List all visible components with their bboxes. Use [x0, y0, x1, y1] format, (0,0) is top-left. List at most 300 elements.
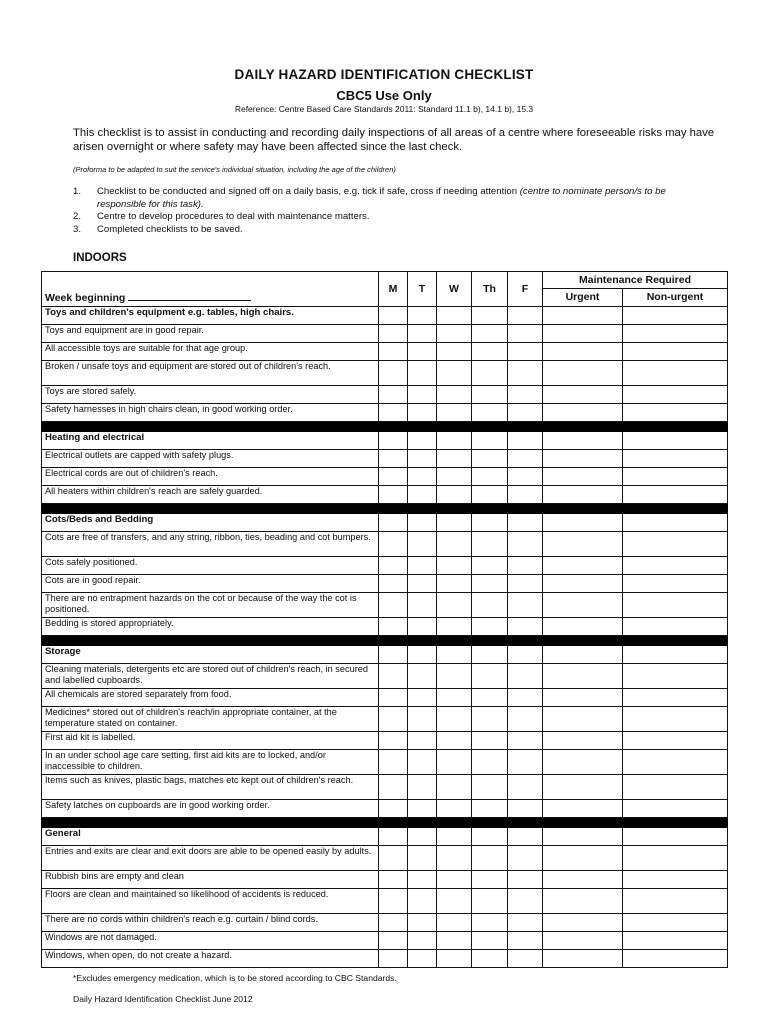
check-cell-friday[interactable] [508, 646, 543, 664]
check-cell-tuesday[interactable] [408, 646, 437, 664]
non-urgent-cell[interactable] [623, 486, 728, 504]
check-cell-thursday[interactable] [472, 557, 508, 575]
check-cell-monday[interactable] [379, 871, 408, 889]
check-cell-monday[interactable] [379, 593, 408, 618]
check-cell-monday[interactable] [379, 750, 408, 775]
intro-paragraph: This checklist is to assist in conducting and recording daily inspections of all areas of a centre where foreseeable risks may have arisen overnight or where safety may have been affected since the last check. [73, 127, 715, 153]
checklist-row [42, 775, 728, 800]
non-urgent-cell[interactable] [623, 689, 728, 707]
checklist-item-label: Floors are clean and maintained so likelihood of accidents is reduced. [42, 889, 379, 914]
check-cell-thursday[interactable] [472, 775, 508, 800]
check-cell-thursday[interactable] [472, 846, 508, 871]
check-cell-wednesday[interactable] [437, 386, 472, 404]
checklist-item-label: Broken / unsafe toys and equipment are stored out of children's reach. [42, 361, 379, 386]
check-cell-wednesday[interactable] [437, 325, 472, 343]
check-cell-tuesday[interactable] [408, 889, 437, 914]
checklist-row [42, 325, 728, 343]
check-cell-wednesday[interactable] [437, 450, 472, 468]
check-cell-friday[interactable] [508, 950, 543, 968]
check-cell-friday[interactable] [508, 532, 543, 557]
checklist-row [42, 593, 728, 618]
check-cell-wednesday[interactable] [437, 575, 472, 593]
check-cell-monday[interactable] [379, 468, 408, 486]
checklist-item-label: There are no entrapment hazards on the cot or because of the way the cot is positioned. [42, 593, 379, 618]
check-cell-thursday[interactable] [472, 950, 508, 968]
day-header-friday: F [508, 272, 543, 307]
urgent-cell[interactable] [543, 932, 623, 950]
check-cell-tuesday[interactable] [408, 557, 437, 575]
check-cell-tuesday[interactable] [408, 361, 437, 386]
section-heading-indoors: INDOORS [73, 252, 127, 264]
urgent-cell[interactable] [543, 618, 623, 636]
instruction-list [73, 186, 713, 236]
checklist-row [42, 932, 728, 950]
check-cell-friday[interactable] [508, 689, 543, 707]
check-cell-thursday[interactable] [472, 307, 508, 325]
urgent-cell[interactable] [543, 846, 623, 871]
checklist-row [42, 846, 728, 871]
urgent-cell[interactable] [543, 689, 623, 707]
non-urgent-cell[interactable] [623, 361, 728, 386]
checklist-row [42, 871, 728, 889]
instruction-item [73, 211, 713, 224]
check-cell-wednesday[interactable] [437, 932, 472, 950]
checklist-row [42, 950, 728, 968]
check-cell-monday[interactable] [379, 361, 408, 386]
category-label: Toys and children's equipment e.g. tables, high chairs. [42, 307, 379, 325]
check-cell-thursday[interactable] [472, 689, 508, 707]
non-urgent-cell[interactable] [623, 707, 728, 732]
check-cell-wednesday[interactable] [437, 914, 472, 932]
checklist-item-label: Safety harnesses in high chairs clean, in good working order. [42, 404, 379, 422]
check-cell-wednesday[interactable] [437, 618, 472, 636]
check-cell-tuesday[interactable] [408, 664, 437, 689]
check-cell-tuesday[interactable] [408, 468, 437, 486]
checklist-row [42, 404, 728, 422]
section-divider [42, 504, 728, 514]
checklist-item-label: In an under school age care setting, first aid kits are to locked, and/or inaccessible to children. [42, 750, 379, 775]
instruction-number: 2. [73, 211, 82, 222]
check-cell-friday[interactable] [508, 732, 543, 750]
check-cell-friday[interactable] [508, 486, 543, 504]
check-cell-friday[interactable] [508, 575, 543, 593]
check-cell-wednesday[interactable] [437, 732, 472, 750]
urgent-header: Urgent [543, 289, 623, 307]
category-label: General [42, 828, 379, 846]
check-cell-tuesday[interactable] [408, 914, 437, 932]
section-divider-bar [42, 504, 728, 514]
check-cell-friday[interactable] [508, 914, 543, 932]
check-cell-thursday[interactable] [472, 732, 508, 750]
check-cell-monday[interactable] [379, 514, 408, 532]
checklist-item-label: Cleaning materials, detergents etc are stored out of children's reach, in secured and labelled cupboards. [42, 664, 379, 689]
check-cell-monday[interactable] [379, 889, 408, 914]
week-beginning-blank[interactable] [128, 291, 251, 301]
checklist-row [42, 750, 728, 775]
day-header-wednesday: W [437, 272, 472, 307]
category-label: Heating and electrical [42, 432, 379, 450]
non-urgent-cell[interactable] [623, 514, 728, 532]
urgent-cell[interactable] [543, 889, 623, 914]
check-cell-friday[interactable] [508, 828, 543, 846]
check-cell-thursday[interactable] [472, 404, 508, 422]
urgent-cell[interactable] [543, 775, 623, 800]
check-cell-tuesday[interactable] [408, 775, 437, 800]
urgent-cell[interactable] [543, 871, 623, 889]
check-cell-tuesday[interactable] [408, 828, 437, 846]
non-urgent-cell[interactable] [623, 800, 728, 818]
check-cell-wednesday[interactable] [437, 307, 472, 325]
check-cell-friday[interactable] [508, 325, 543, 343]
urgent-cell[interactable] [543, 432, 623, 450]
check-cell-thursday[interactable] [472, 914, 508, 932]
check-cell-thursday[interactable] [472, 889, 508, 914]
check-cell-friday[interactable] [508, 450, 543, 468]
check-cell-friday[interactable] [508, 664, 543, 689]
check-cell-wednesday[interactable] [437, 486, 472, 504]
check-cell-monday[interactable] [379, 404, 408, 422]
urgent-cell[interactable] [543, 386, 623, 404]
check-cell-wednesday[interactable] [437, 750, 472, 775]
instruction-number: 1. [73, 186, 82, 197]
check-cell-tuesday[interactable] [408, 325, 437, 343]
check-cell-friday[interactable] [508, 750, 543, 775]
check-cell-monday[interactable] [379, 846, 408, 871]
urgent-cell[interactable] [543, 486, 623, 504]
non-urgent-cell[interactable] [623, 307, 728, 325]
urgent-cell[interactable] [543, 361, 623, 386]
non-urgent-cell[interactable] [623, 950, 728, 968]
check-cell-friday[interactable] [508, 432, 543, 450]
check-cell-friday[interactable] [508, 468, 543, 486]
check-cell-tuesday[interactable] [408, 404, 437, 422]
check-cell-wednesday[interactable] [437, 432, 472, 450]
check-cell-monday[interactable] [379, 343, 408, 361]
checklist-row [42, 361, 728, 386]
non-urgent-cell[interactable] [623, 646, 728, 664]
instruction-text: Centre to develop procedures to deal with maintenance matters. [97, 211, 370, 222]
checklist-row [42, 343, 728, 361]
check-cell-monday[interactable] [379, 486, 408, 504]
check-cell-wednesday[interactable] [437, 593, 472, 618]
check-cell-tuesday[interactable] [408, 689, 437, 707]
urgent-cell[interactable] [543, 732, 623, 750]
check-cell-wednesday[interactable] [437, 707, 472, 732]
check-cell-thursday[interactable] [472, 486, 508, 504]
check-cell-thursday[interactable] [472, 800, 508, 818]
checklist-row [42, 618, 728, 636]
day-header-tuesday: T [408, 272, 437, 307]
non-urgent-cell[interactable] [623, 325, 728, 343]
check-cell-thursday[interactable] [472, 646, 508, 664]
check-cell-tuesday[interactable] [408, 575, 437, 593]
non-urgent-cell[interactable] [623, 432, 728, 450]
check-cell-monday[interactable] [379, 575, 408, 593]
non-urgent-cell[interactable] [623, 404, 728, 422]
check-cell-tuesday[interactable] [408, 707, 437, 732]
check-cell-monday[interactable] [379, 950, 408, 968]
check-cell-tuesday[interactable] [408, 450, 437, 468]
check-cell-monday[interactable] [379, 450, 408, 468]
checklist-item-label: First aid kit is labelled. [42, 732, 379, 750]
non-urgent-cell[interactable] [623, 468, 728, 486]
non-urgent-cell[interactable] [623, 618, 728, 636]
check-cell-wednesday[interactable] [437, 775, 472, 800]
urgent-cell[interactable] [543, 404, 623, 422]
check-cell-wednesday[interactable] [437, 343, 472, 361]
urgent-cell[interactable] [543, 575, 623, 593]
urgent-cell[interactable] [543, 646, 623, 664]
urgent-cell[interactable] [543, 468, 623, 486]
check-cell-monday[interactable] [379, 828, 408, 846]
check-cell-thursday[interactable] [472, 343, 508, 361]
instruction-item [73, 186, 713, 211]
non-urgent-cell[interactable] [623, 775, 728, 800]
page-footer: Daily Hazard Identification Checklist June 2012 [73, 994, 253, 1004]
check-cell-tuesday[interactable] [408, 732, 437, 750]
check-cell-monday[interactable] [379, 707, 408, 732]
non-urgent-cell[interactable] [623, 846, 728, 871]
urgent-cell[interactable] [543, 828, 623, 846]
checklist-row [42, 914, 728, 932]
checklist-item-label: All heaters within children's reach are safely guarded. [42, 486, 379, 504]
week-beginning-cell[interactable] [42, 272, 379, 307]
reference-line: Reference: Centre Based Care Standards 2011: Standard 11.1 b), 14.1 b), 15.3 [234, 104, 534, 114]
check-cell-monday[interactable] [379, 618, 408, 636]
urgent-cell[interactable] [543, 343, 623, 361]
check-cell-thursday[interactable] [472, 361, 508, 386]
check-cell-friday[interactable] [508, 404, 543, 422]
check-cell-tuesday[interactable] [408, 932, 437, 950]
check-cell-monday[interactable] [379, 775, 408, 800]
check-cell-friday[interactable] [508, 307, 543, 325]
check-cell-friday[interactable] [508, 593, 543, 618]
check-cell-tuesday[interactable] [408, 950, 437, 968]
check-cell-wednesday[interactable] [437, 557, 472, 575]
non-urgent-cell[interactable] [623, 343, 728, 361]
instruction-text: Checklist to be conducted and signed off on a daily basis, e.g. tick if safe, cross if needing attention [97, 186, 520, 197]
check-cell-wednesday[interactable] [437, 950, 472, 968]
check-cell-monday[interactable] [379, 325, 408, 343]
check-cell-wednesday[interactable] [437, 361, 472, 386]
check-cell-thursday[interactable] [472, 325, 508, 343]
check-cell-friday[interactable] [508, 557, 543, 575]
check-cell-friday[interactable] [508, 707, 543, 732]
instruction-item [73, 224, 713, 237]
checklist-item-label: Cots safely positioned. [42, 557, 379, 575]
check-cell-tuesday[interactable] [408, 800, 437, 818]
urgent-cell[interactable] [543, 307, 623, 325]
check-cell-monday[interactable] [379, 532, 408, 557]
check-cell-thursday[interactable] [472, 871, 508, 889]
section-divider-bar [42, 422, 728, 432]
check-cell-wednesday[interactable] [437, 846, 472, 871]
category-label: Storage [42, 646, 379, 664]
checklist-item-label: Windows are not damaged. [42, 932, 379, 950]
non-urgent-cell[interactable] [623, 828, 728, 846]
checklist-table [41, 271, 728, 968]
checklist-row [42, 800, 728, 818]
check-cell-thursday[interactable] [472, 514, 508, 532]
check-cell-thursday[interactable] [472, 432, 508, 450]
non-urgent-cell[interactable] [623, 557, 728, 575]
non-urgent-cell[interactable] [623, 450, 728, 468]
checklist-item-label: Electrical outlets are capped with safety plugs. [42, 450, 379, 468]
check-cell-thursday[interactable] [472, 468, 508, 486]
urgent-cell[interactable] [543, 593, 623, 618]
check-cell-tuesday[interactable] [408, 343, 437, 361]
urgent-cell[interactable] [543, 950, 623, 968]
urgent-cell[interactable] [543, 532, 623, 557]
urgent-cell[interactable] [543, 800, 623, 818]
check-cell-wednesday[interactable] [437, 689, 472, 707]
non-urgent-cell[interactable] [623, 386, 728, 404]
non-urgent-cell[interactable] [623, 889, 728, 914]
check-cell-tuesday[interactable] [408, 846, 437, 871]
section-divider-bar [42, 818, 728, 828]
checklist-row [42, 689, 728, 707]
non-urgent-cell[interactable] [623, 871, 728, 889]
non-urgent-cell[interactable] [623, 664, 728, 689]
checklist-row [42, 486, 728, 504]
section-divider [42, 818, 728, 828]
urgent-cell[interactable] [543, 325, 623, 343]
check-cell-friday[interactable] [508, 386, 543, 404]
instruction-number: 3. [73, 223, 82, 235]
checklist-item-label: All accessible toys are suitable for that age group. [42, 343, 379, 361]
urgent-cell[interactable] [543, 450, 623, 468]
check-cell-thursday[interactable] [472, 707, 508, 732]
check-cell-monday[interactable] [379, 557, 408, 575]
check-cell-tuesday[interactable] [408, 514, 437, 532]
check-cell-wednesday[interactable] [437, 468, 472, 486]
urgent-cell[interactable] [543, 707, 623, 732]
check-cell-thursday[interactable] [472, 532, 508, 557]
check-cell-monday[interactable] [379, 732, 408, 750]
checklist-item-label: Toys and equipment are in good repair. [42, 325, 379, 343]
check-cell-friday[interactable] [508, 361, 543, 386]
urgent-cell[interactable] [543, 750, 623, 775]
checklist-item-label: Medicines* stored out of children's reach/in appropriate container, at the temperature stated on container. [42, 707, 379, 732]
check-cell-wednesday[interactable] [437, 664, 472, 689]
check-cell-tuesday[interactable] [408, 432, 437, 450]
check-cell-wednesday[interactable] [437, 871, 472, 889]
non-urgent-cell[interactable] [623, 732, 728, 750]
check-cell-tuesday[interactable] [408, 593, 437, 618]
check-cell-friday[interactable] [508, 514, 543, 532]
checklist-item-label: Cots are in good repair. [42, 575, 379, 593]
checklist-item-label: Windows, when open, do not create a hazard. [42, 950, 379, 968]
non-urgent-header: Non-urgent [623, 289, 728, 307]
check-cell-wednesday[interactable] [437, 646, 472, 664]
check-cell-tuesday[interactable] [408, 532, 437, 557]
week-beginning-label: Week beginning [45, 292, 126, 304]
checklist-item-label: Cots are free of transfers, and any string, ribbon, ties, beading and cot bumpers. [42, 532, 379, 557]
non-urgent-cell[interactable] [623, 593, 728, 618]
check-cell-wednesday[interactable] [437, 800, 472, 818]
checklist-row [42, 450, 728, 468]
check-cell-friday[interactable] [508, 871, 543, 889]
check-cell-wednesday[interactable] [437, 889, 472, 914]
check-cell-thursday[interactable] [472, 618, 508, 636]
day-header-thursday: Th [472, 272, 508, 307]
check-cell-monday[interactable] [379, 914, 408, 932]
non-urgent-cell[interactable] [623, 575, 728, 593]
check-cell-friday[interactable] [508, 800, 543, 818]
check-cell-wednesday[interactable] [437, 828, 472, 846]
check-cell-tuesday[interactable] [408, 307, 437, 325]
check-cell-monday[interactable] [379, 386, 408, 404]
check-cell-friday[interactable] [508, 775, 543, 800]
non-urgent-cell[interactable] [623, 750, 728, 775]
checklist-item-label: Electrical cords are out of children's reach. [42, 468, 379, 486]
check-cell-monday[interactable] [379, 689, 408, 707]
checklist-row [42, 386, 728, 404]
checklist-row [42, 707, 728, 732]
checklist-item-label: Rubbish bins are empty and clean [42, 871, 379, 889]
document-title: DAILY HAZARD IDENTIFICATION CHECKLIST [234, 67, 534, 82]
check-cell-tuesday[interactable] [408, 871, 437, 889]
check-cell-wednesday[interactable] [437, 404, 472, 422]
check-cell-friday[interactable] [508, 343, 543, 361]
check-cell-friday[interactable] [508, 846, 543, 871]
check-cell-friday[interactable] [508, 932, 543, 950]
check-cell-monday[interactable] [379, 307, 408, 325]
non-urgent-cell[interactable] [623, 914, 728, 932]
proforma-note: (Proforma to be adapted to suit the service's individual situation, including the age of the children) [73, 165, 396, 174]
checklist-row [42, 468, 728, 486]
category-row [42, 828, 728, 846]
check-cell-tuesday[interactable] [408, 618, 437, 636]
check-cell-wednesday[interactable] [437, 532, 472, 557]
urgent-cell[interactable] [543, 557, 623, 575]
checklist-item-label: Items such as knives, plastic bags, matches etc kept out of children's reach. [42, 775, 379, 800]
check-cell-monday[interactable] [379, 432, 408, 450]
check-cell-tuesday[interactable] [408, 386, 437, 404]
check-cell-monday[interactable] [379, 800, 408, 818]
check-cell-friday[interactable] [508, 889, 543, 914]
category-label: Cots/Beds and Bedding [42, 514, 379, 532]
check-cell-thursday[interactable] [472, 593, 508, 618]
urgent-cell[interactable] [543, 914, 623, 932]
check-cell-friday[interactable] [508, 618, 543, 636]
check-cell-monday[interactable] [379, 664, 408, 689]
check-cell-thursday[interactable] [472, 750, 508, 775]
check-cell-tuesday[interactable] [408, 750, 437, 775]
section-divider-bar [42, 636, 728, 646]
check-cell-monday[interactable] [379, 646, 408, 664]
check-cell-thursday[interactable] [472, 932, 508, 950]
section-divider [42, 636, 728, 646]
section-divider [42, 422, 728, 432]
check-cell-tuesday[interactable] [408, 486, 437, 504]
instruction-text: Completed checklists to be saved. [97, 223, 243, 235]
check-cell-thursday[interactable] [472, 828, 508, 846]
checklist-row [42, 575, 728, 593]
urgent-cell[interactable] [543, 514, 623, 532]
checklist-item-label: Bedding is stored appropriately. [42, 618, 379, 636]
check-cell-thursday[interactable] [472, 575, 508, 593]
check-cell-thursday[interactable] [472, 664, 508, 689]
non-urgent-cell[interactable] [623, 532, 728, 557]
checklist-item-label: There are no cords within children's reach e.g. curtain / blind cords. [42, 914, 379, 932]
check-cell-thursday[interactable] [472, 450, 508, 468]
check-cell-wednesday[interactable] [437, 514, 472, 532]
non-urgent-cell[interactable] [623, 932, 728, 950]
check-cell-monday[interactable] [379, 932, 408, 950]
check-cell-thursday[interactable] [472, 386, 508, 404]
urgent-cell[interactable] [543, 664, 623, 689]
